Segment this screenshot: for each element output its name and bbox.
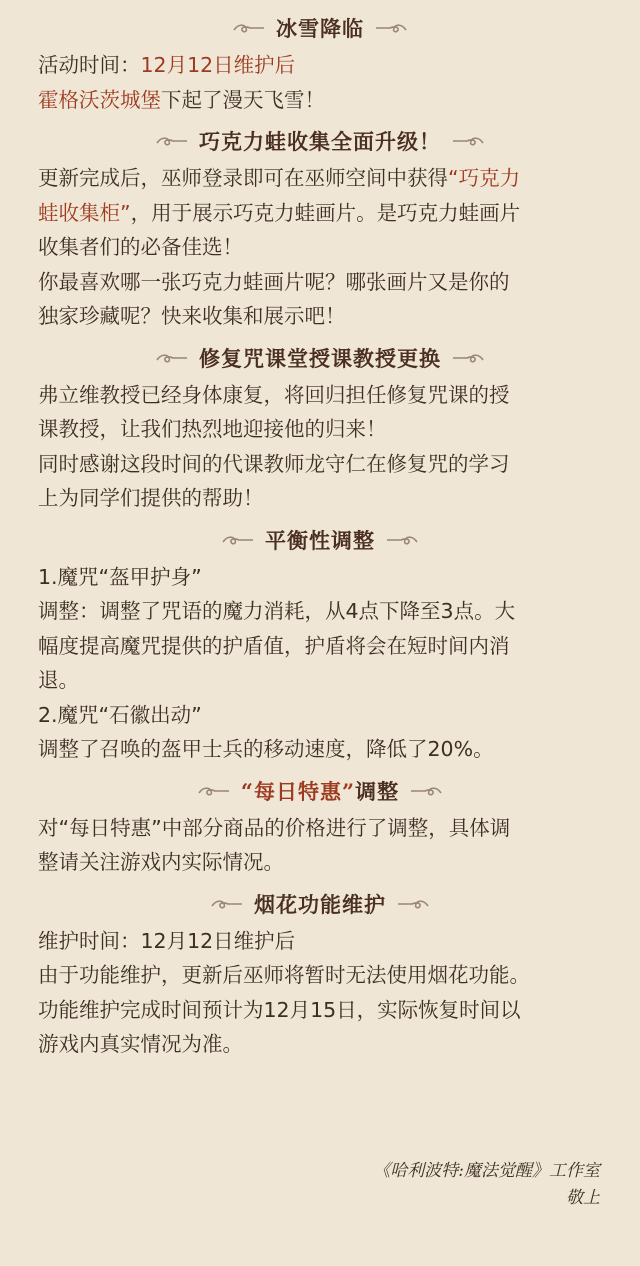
swirl-flourish-right-icon [385,533,419,547]
text-line: 整请关注游戏内实际情况。 [38,850,284,874]
text-line: 更新完成后，巫师登录即可在巫师空间中获得“巧克力 [38,166,521,190]
text-line: 维护时间：12月12日维护后 [38,928,296,953]
title-accent: “每日特惠” [240,778,356,804]
swirl-flourish-left-icon [155,351,189,365]
swirl-flourish-right-icon [409,784,443,798]
section-title: 巧克力蛙收集全面升级！ [0,123,640,159]
section-snowfall [0,10,640,117]
text-line: 调整了召唤的盔甲士兵的移动速度，降低了20%。 [38,737,494,761]
section-body [0,48,640,117]
swirl-flourish-left-icon [232,21,266,35]
section-fireworks [0,886,640,1062]
section-title: 修复咒课堂授课教授更换 [0,340,640,376]
highlight-text: 霍格沃茨城堡 [38,87,161,112]
section-balance [0,522,640,767]
text-line: 蛙收集柜”，用于展示巧克力蛙画片。是巧克力蛙画片 [38,200,521,225]
section-body [0,811,640,880]
section-title: 平衡性调整 [0,522,640,558]
section-title: “每日特惠”调整 [0,773,640,809]
text-line: 课教授，让我们热烈地迎接他的归来！ [38,417,387,441]
section-body [0,924,640,1062]
swirl-flourish-left-icon [197,784,231,798]
text-line: 收集者们的必备佳选！ [38,235,243,259]
signature-closing: 敬上 [566,1188,600,1208]
text-line: 功能维护完成时间预计为12月15日，实际恢复时间以 [38,997,521,1022]
swirl-flourish-right-icon [374,21,408,35]
text-line: 弗立维教授已经身体康复，将回归担任修复咒课的授 [38,382,510,407]
text-line: 独家珍藏呢？快来收集和展示吧！ [38,304,346,328]
highlight-text: 12月12日维护后 [140,53,296,77]
section-body [0,560,640,767]
highlight-text: “巧克力 [448,166,521,190]
text-line: 退。 [38,668,79,692]
text-line: 游戏内真实情况为准。 [38,1032,243,1056]
section-body [0,378,640,516]
text-line: 你最喜欢哪一张巧克力蛙画片呢？哪张画片又是你的 [38,269,510,294]
text-line: 对“每日特惠”中部分商品的价格进行了调整，具体调 [38,815,511,840]
section-title: 冰雪降临 [0,10,640,46]
text-line: 同时感谢这段时间的代课教师龙守仁在修复咒的学习 [38,451,510,476]
section-daily-deal [0,773,640,880]
swirl-flourish-left-icon [210,897,244,911]
text-line: 幅度提高魔咒提供的护盾值，护盾将会在短时间内消 [38,633,510,658]
text-line: 调整：调整了咒语的魔力消耗，从4点下降至3点。大 [38,599,516,623]
swirl-flourish-right-icon [396,897,430,911]
text-line: 上为同学们提供的帮助！ [38,486,264,510]
section-body [0,161,640,334]
swirl-flourish-left-icon [155,134,189,148]
section-teacher-change [0,340,640,516]
text-line: 2.魔咒“石徽出动” [38,702,202,727]
swirl-flourish-right-icon [451,134,485,148]
section-title: 烟花功能维护 [0,886,640,922]
text-line: 1.魔咒“盔甲护身” [38,564,202,589]
text-line: 由于功能维护，更新后巫师将暂时无法使用烟花功能。 [38,963,530,987]
text-line: 活动时间：12月12日维护后 [38,53,296,77]
text-line: 霍格沃茨城堡下起了漫天飞雪！ [38,87,325,112]
swirl-flourish-left-icon [221,533,255,547]
swirl-flourish-right-icon [451,351,485,365]
signature-studio: 《哈利波特:魔法觉醒》工作室 [373,1161,600,1181]
signature [373,1158,600,1212]
section-chocolate-frog [0,123,640,334]
highlight-text: 蛙收集柜” [38,200,131,225]
